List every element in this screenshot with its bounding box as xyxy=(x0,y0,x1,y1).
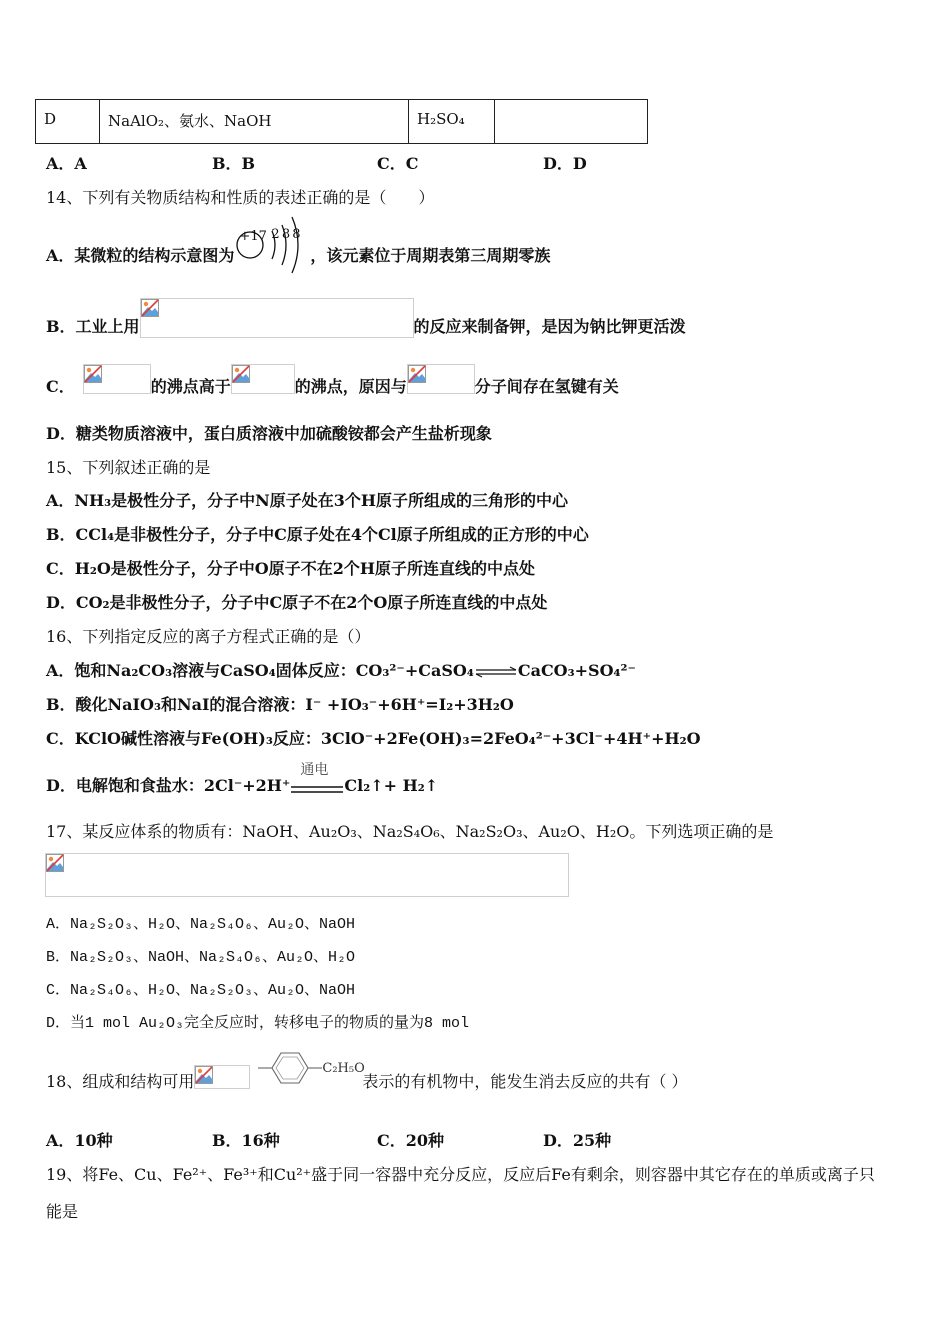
q19-stem-line1: 19、将Fe、Cu、Fe²⁺、Fe³⁺和Cu²⁺盛于同一容器中充分反应，反应后Fe有剩余，则容器中其它存在的单质或离子只 xyxy=(46,1165,875,1184)
q16-option-a-prefix: A．饱和Na₂CO₃溶液与CaSO₄固体反应：CO₃²⁻+CaSO₄ xyxy=(46,661,474,680)
q14-option-b-prefix: B．工业上用 xyxy=(46,317,140,336)
molecule-image-2 xyxy=(231,364,295,394)
q13-option-c: C．C xyxy=(377,154,419,173)
reagent-table xyxy=(35,99,648,144)
q19-stem-line2: 能是 xyxy=(46,1202,79,1221)
q18-stem-prefix: 18、组成和结构可用 xyxy=(46,1072,195,1091)
electrolysis-condition: 通电 xyxy=(300,761,329,778)
atom-shell-numbers: 2 8 8 xyxy=(271,226,300,242)
q16-option-a xyxy=(46,658,636,681)
atom-structure-icon xyxy=(234,213,310,277)
q14-option-c xyxy=(46,374,619,397)
benzene-structure xyxy=(250,1060,365,1093)
q14-option-b-suffix: 的反应来制备钾，是因为钠比钾更活泼 xyxy=(413,317,686,336)
table-cell: D xyxy=(36,100,100,144)
q16-option-a-suffix: CaCO₃+SO₄²⁻ xyxy=(517,661,636,680)
q17-stem: 17、某反应体系的物质有：NaOH、Au₂O₃、Na₂S₄O₆、Na₂S₂O₃、Au₂O、H₂O。下列选项正确的是 xyxy=(46,822,774,841)
table-cell: NaAlO₂、氨水、NaOH xyxy=(100,100,409,144)
reaction-diagram-image xyxy=(45,853,569,897)
q13-option-d: D．D xyxy=(543,154,587,173)
molecule-image-3 xyxy=(407,364,475,394)
q17-image-placeholder xyxy=(45,853,569,897)
molecule-image-1 xyxy=(83,364,151,394)
q14-option-c-mid2: 的沸点，原因与 xyxy=(294,377,407,396)
reaction-equation-image xyxy=(140,298,414,338)
table-cell xyxy=(495,100,648,144)
electrolysis-arrow xyxy=(290,761,344,793)
q18-option-b: B．16种 xyxy=(212,1131,280,1150)
q18-stem-suffix: 表示的有机物中，能发生消去反应的共有（ ） xyxy=(362,1072,688,1091)
q17-option-b: B．Na₂S₂O₃、NaOH、Na₂S₄O₆、Au₂O、H₂O xyxy=(46,949,356,966)
q17-option-a: A．Na₂S₂O₃、H₂O、Na₂S₄O₆、Au₂O、NaOH xyxy=(46,916,356,933)
q13-option-a: A．A xyxy=(46,154,87,173)
q15-option-b: B．CCl₄是非极性分子，分子中C原子处在4个Cl原子所组成的正方形的中心 xyxy=(46,525,589,544)
q17-option-c: C．Na₂S₄O₆、H₂O、Na₂S₂O₃、Au₂O、NaOH xyxy=(46,982,356,999)
broken-image-icon xyxy=(408,365,426,383)
q14-option-a xyxy=(46,226,551,267)
q14-option-a-prefix: A．某微粒的结构示意图为 xyxy=(46,246,235,265)
q18-option-c: C．20种 xyxy=(377,1131,445,1150)
substituent-image xyxy=(194,1065,250,1089)
reversible-arrow-icon xyxy=(474,666,518,678)
q14-option-a-suffix: ，该元素位于周期表第三周期零族 xyxy=(310,246,551,265)
q14-option-c-prefix: C． xyxy=(46,377,75,396)
q18-option-a: A．10种 xyxy=(46,1131,113,1150)
q18-option-d: D．25种 xyxy=(543,1131,612,1150)
q15-option-d: D．CO₂是非极性分子，分子中C原子不在2个O原子所连直线的中点处 xyxy=(46,593,548,612)
broken-image-icon xyxy=(84,365,102,383)
q16-stem: 16、下列指定反应的离子方程式正确的是（） xyxy=(46,627,371,646)
table-cell: H₂SO₄ xyxy=(409,100,495,144)
q14-stem: 14、下列有关物质结构和性质的表述正确的是（ ） xyxy=(46,188,435,207)
double-line-arrow-icon xyxy=(290,784,344,796)
q16-option-d-prefix: D．电解饱和食盐水：2Cl⁻+2H⁺ xyxy=(46,776,291,795)
q18-stem xyxy=(46,1060,688,1093)
q14-option-c-mid1: 的沸点高于 xyxy=(150,377,231,396)
q16-option-d-suffix: Cl₂↑+ H₂↑ xyxy=(344,776,439,795)
q16-option-d xyxy=(46,761,439,796)
atom-nucleus-label: +17 xyxy=(239,228,267,244)
broken-image-icon xyxy=(232,365,250,383)
broken-image-icon xyxy=(141,299,159,317)
q15-option-c: C．H₂O是极性分子，分子中O原子不在2个H原子所连直线的中点处 xyxy=(46,559,535,578)
table-row xyxy=(36,100,648,144)
q16-option-b: B．酸化NaIO₃和NaI的混合溶液：I⁻ +IO₃⁻+6H⁺=I₂+3H₂O xyxy=(46,695,514,714)
atom-structure-diagram xyxy=(234,227,310,267)
q14-option-b xyxy=(46,314,686,338)
broken-image-icon xyxy=(195,1066,213,1084)
broken-image-icon xyxy=(46,854,64,872)
q14-option-d: D．糖类物质溶液中，蛋白质溶液中加硫酸铵都会产生盐析现象 xyxy=(46,424,492,443)
q14-option-c-suffix: 分子间存在氢键有关 xyxy=(474,377,619,396)
q13-option-b: B．B xyxy=(212,154,256,173)
q17-option-d: D．当1 mol Au₂O₃完全反应时，转移电子的物质的量为8 mol xyxy=(46,1015,470,1032)
q15-option-a: A．NH₃是极性分子，分子中N原子处在3个H原子所组成的三角形的中心 xyxy=(46,491,569,510)
q15-stem: 15、下列叙述正确的是 xyxy=(46,458,211,477)
ethoxy-label: C₂H₅O xyxy=(322,1060,365,1076)
q16-option-c: C．KClO碱性溶液与Fe(OH)₃反应：3ClO⁻+2Fe(OH)₃=2FeO₄²⁻+3Cl⁻+4H⁺+H₂O xyxy=(46,729,701,748)
